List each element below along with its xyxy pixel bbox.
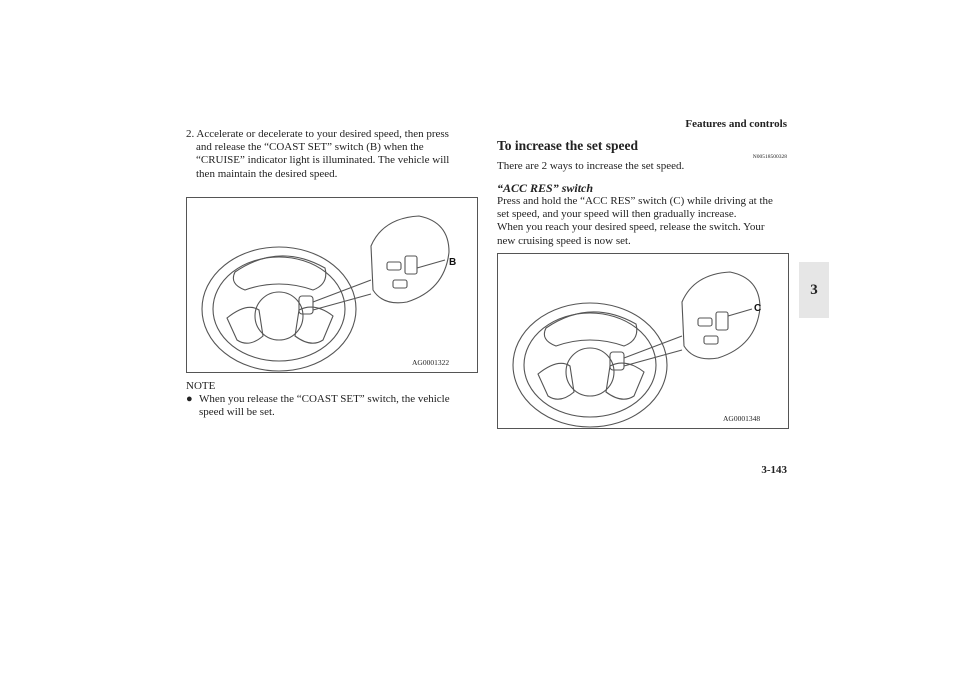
steering-wheel-illustration-b [187,198,477,372]
chapter-tab: 3 [799,262,829,318]
body-text: Press and hold the “ACC RES” switch (C) while driving at the set speed, and your speed will then gradually increase. When you reach your desired speed, release the switch. Your new cruising speed is now set. [497,195,773,247]
bullet-icon: ● [186,393,193,405]
step-2-text: 2. Accelerate or decelerate to your desired speed, then press and release the “COAST SET” switch (B) when the “CRUISE” indicator light is illuminated. The vehicle will then maintain the desired speed. [186,128,450,180]
callout-b: B [449,257,457,268]
note-text: When you release the “COAST SET” switch, the vehicle speed will be set. [199,393,450,419]
figure-id-b: AG0001322 [412,358,450,367]
steering-wheel-figure-c [497,253,789,429]
section-code: N00518500328 [752,154,787,160]
steering-wheel-figure-b [186,197,478,373]
steering-wheel-illustration-c [498,254,788,428]
callout-c: C [754,303,762,314]
figure-id-c: AG0001348 [723,414,761,423]
note-label: NOTE [186,380,216,392]
section-heading: To increase the set speed [497,138,638,153]
page-number: 3-143 [761,464,787,476]
section-title: Features and controls [685,118,787,130]
subheading: “ACC RES” switch [497,181,594,195]
intro-text: There are 2 ways to increase the set speed. [497,160,685,172]
